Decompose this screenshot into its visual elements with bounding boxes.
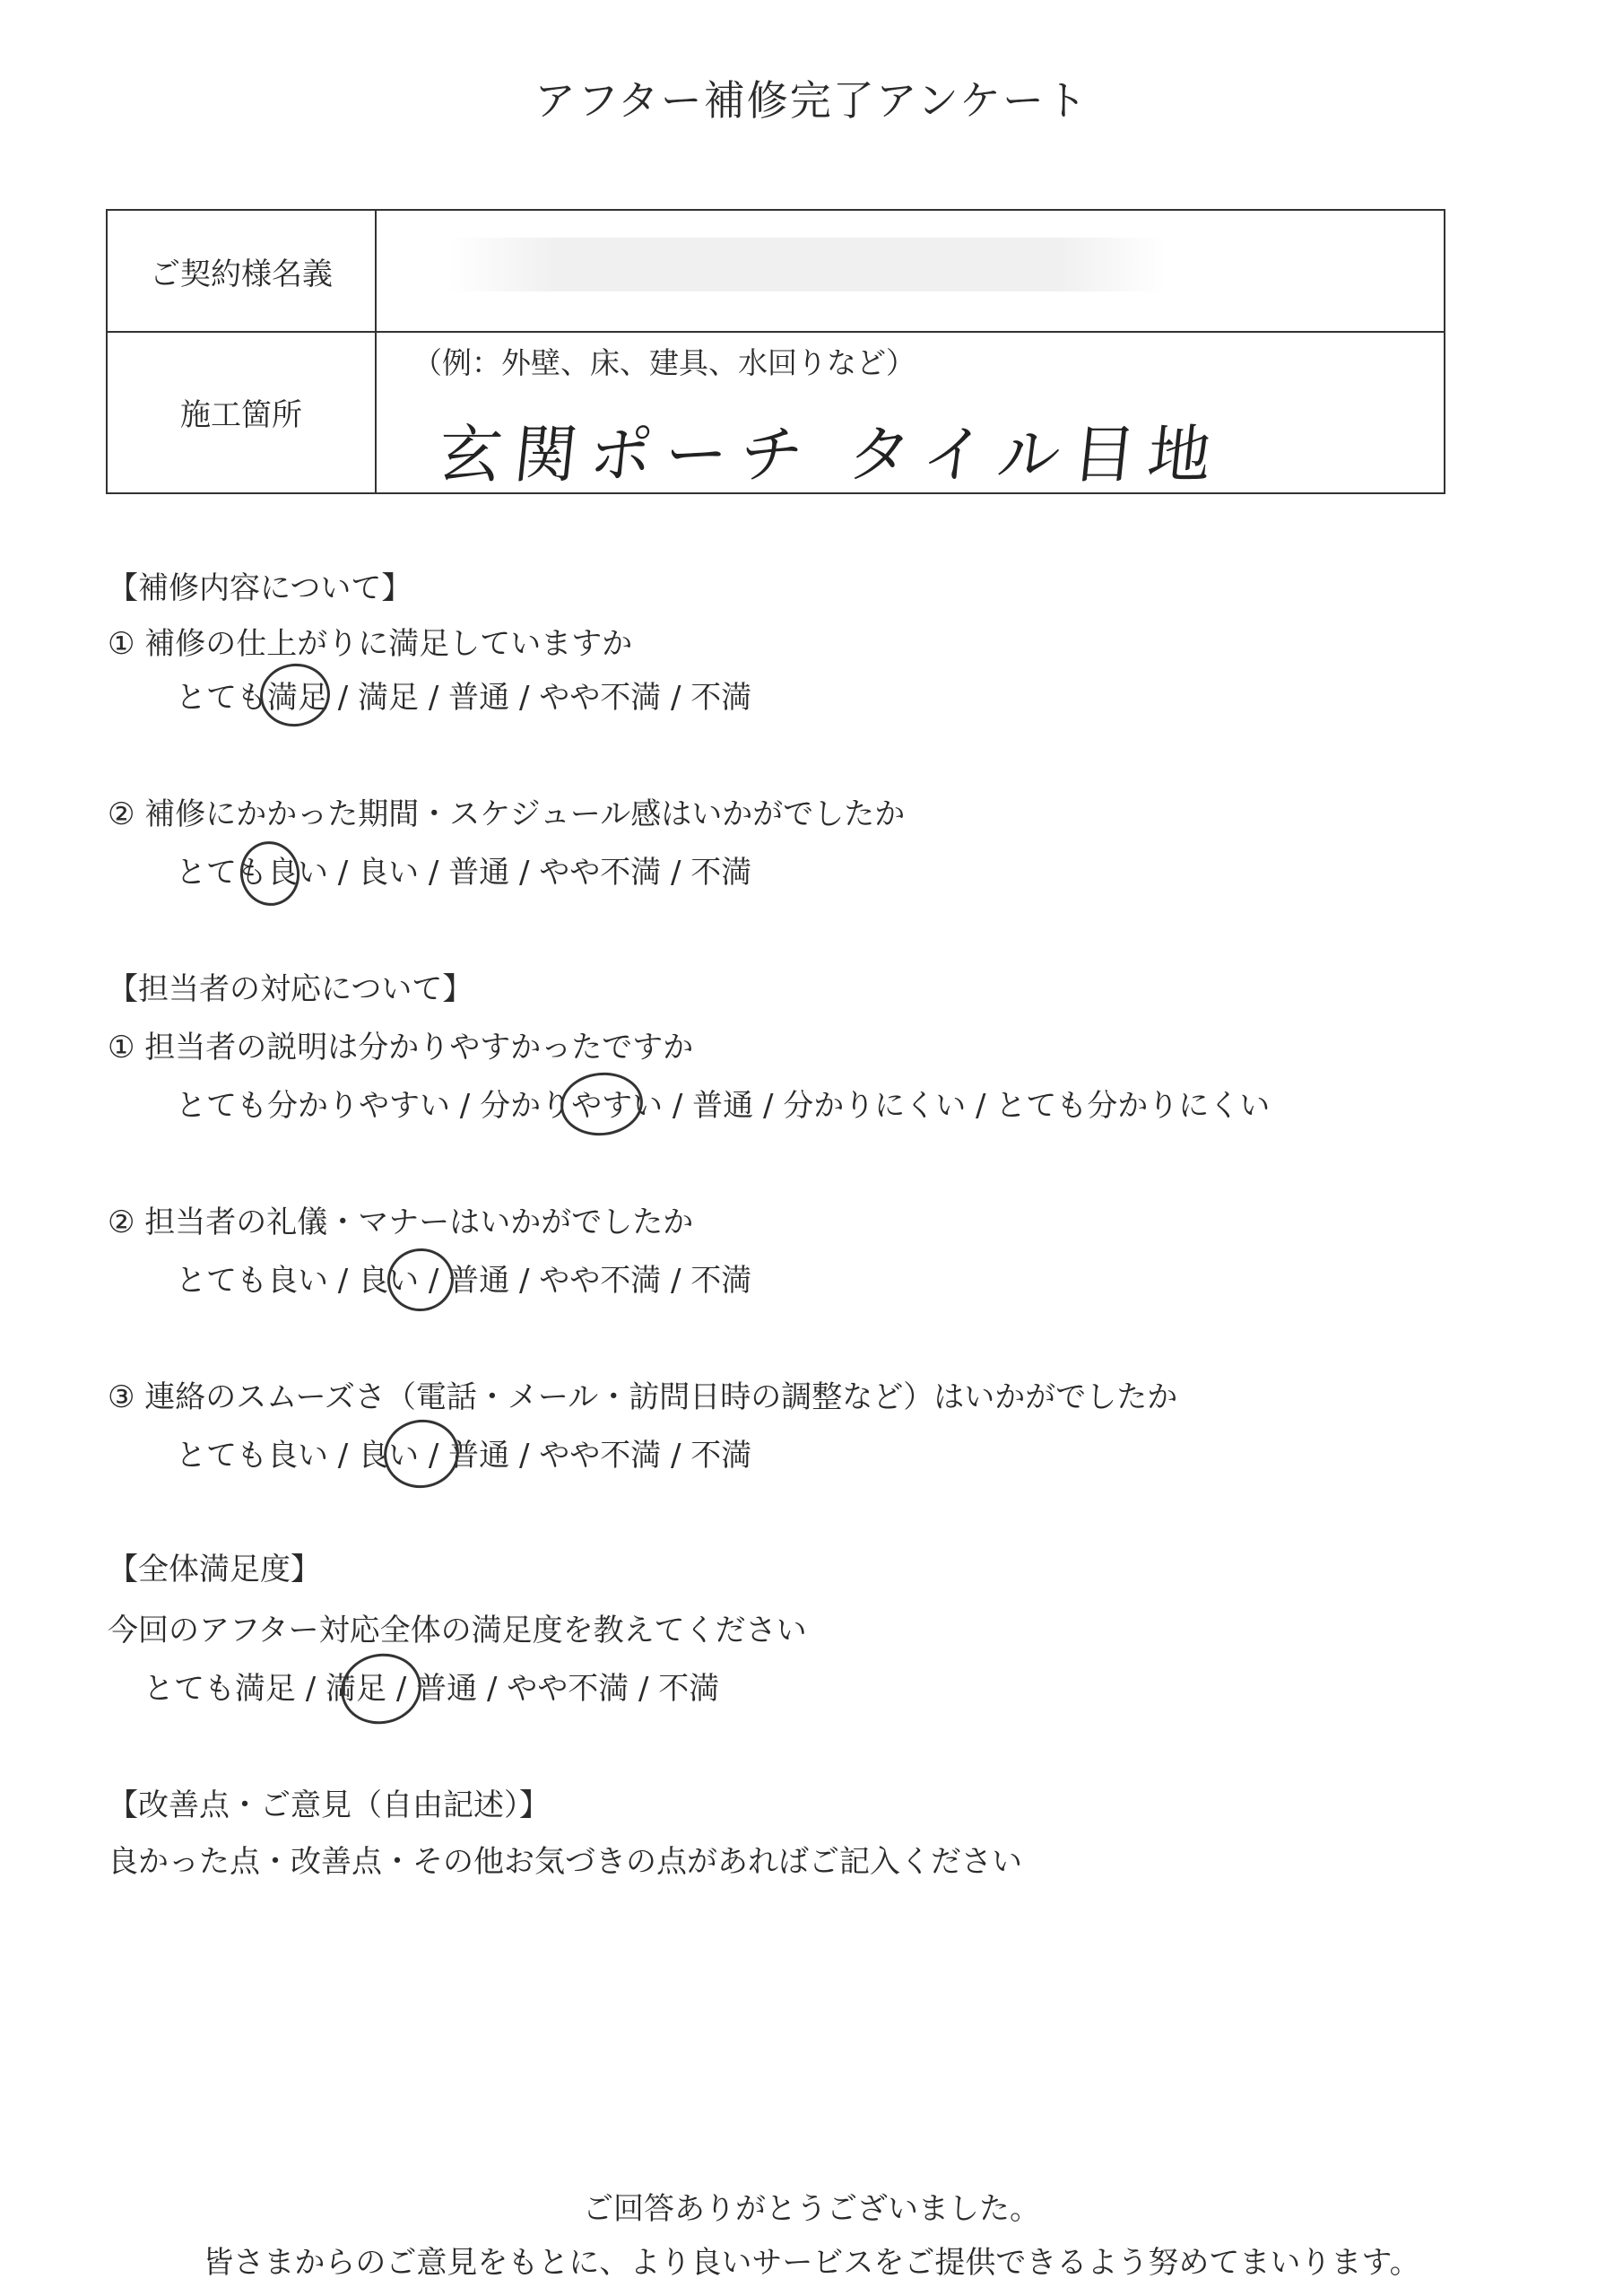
section-feedback-heading: 【改善点・ご意見（自由記述）】 <box>108 1787 550 1823</box>
repair-q1-options: とても満足 / 満足 / 普通 / やや不満 / 不満 <box>176 680 752 716</box>
redacted-name <box>448 238 1166 291</box>
section-staff-heading: 【担当者の対応について】 <box>108 971 473 1007</box>
staff-q2-options: とても良い / 良い / 普通 / やや不満 / 不満 <box>176 1263 752 1299</box>
repair-q1-text: ① 補修の仕上がりに満足していますか <box>108 626 633 662</box>
staff-q1-options: とても分かりやすい / 分かりやすい / 普通 / 分かりにくい / とても分かりにくい <box>176 1088 1271 1124</box>
location-row <box>108 331 1444 492</box>
contract-name-label: ご契約様名義 <box>108 211 377 331</box>
staff-q1-answer-circle <box>558 1068 647 1139</box>
staff-q1-text: ① 担当者の説明は分かりやすかったですか <box>108 1030 694 1065</box>
closing-line: 皆さまからのご意見をもとに、より良いサービスをご提供できるよう努めてまいります。 <box>203 2245 1420 2281</box>
contract-info-table <box>106 209 1445 494</box>
contract-name-row <box>108 211 1444 333</box>
section-overall-heading: 【全体満足度】 <box>108 1552 321 1587</box>
feedback-prompt: 良かった点・改善点・その他お気づきの点があればご記入ください <box>108 1844 1022 1880</box>
overall-options: とても満足 / 満足 / 普通 / やや不満 / 不満 <box>143 1671 720 1707</box>
repair-q2-text: ② 補修にかかった期間・スケジュール感はいかがでしたか <box>108 796 906 832</box>
page-title: アフター補修完了アンケート <box>534 76 1089 125</box>
location-label: 施工箇所 <box>108 331 377 492</box>
staff-q3-answer-circle <box>378 1413 464 1493</box>
location-field <box>377 331 1444 492</box>
repair-q2-options: とても良い / 良い / 普通 / やや不満 / 不満 <box>176 855 752 891</box>
staff-q3-text: ③ 連絡のスムーズさ（電話・メール・訪問日時の調整など）はいかがでしたか <box>108 1379 1178 1415</box>
section-repair-heading: 【補修内容について】 <box>108 570 412 606</box>
staff-q3-options: とても良い / 良い / 普通 / やや不満 / 不満 <box>176 1438 752 1474</box>
repair-q1-answer-circle <box>256 659 334 731</box>
overall-question-text: 今回のアフター対応全体の満足度を教えてください <box>108 1613 807 1648</box>
overall-answer-circle <box>334 1646 428 1731</box>
contract-name-field <box>377 211 1444 331</box>
thanks-line: ご回答ありがとうございました。 <box>583 2191 1040 2227</box>
location-hint: （例：外壁、床、建具、水回りなど） <box>412 345 916 380</box>
location-handwritten-value: 玄関ポーチ タイル目地 <box>435 418 1228 491</box>
staff-q2-text: ② 担当者の礼儀・マナーはいかがでしたか <box>108 1205 694 1240</box>
